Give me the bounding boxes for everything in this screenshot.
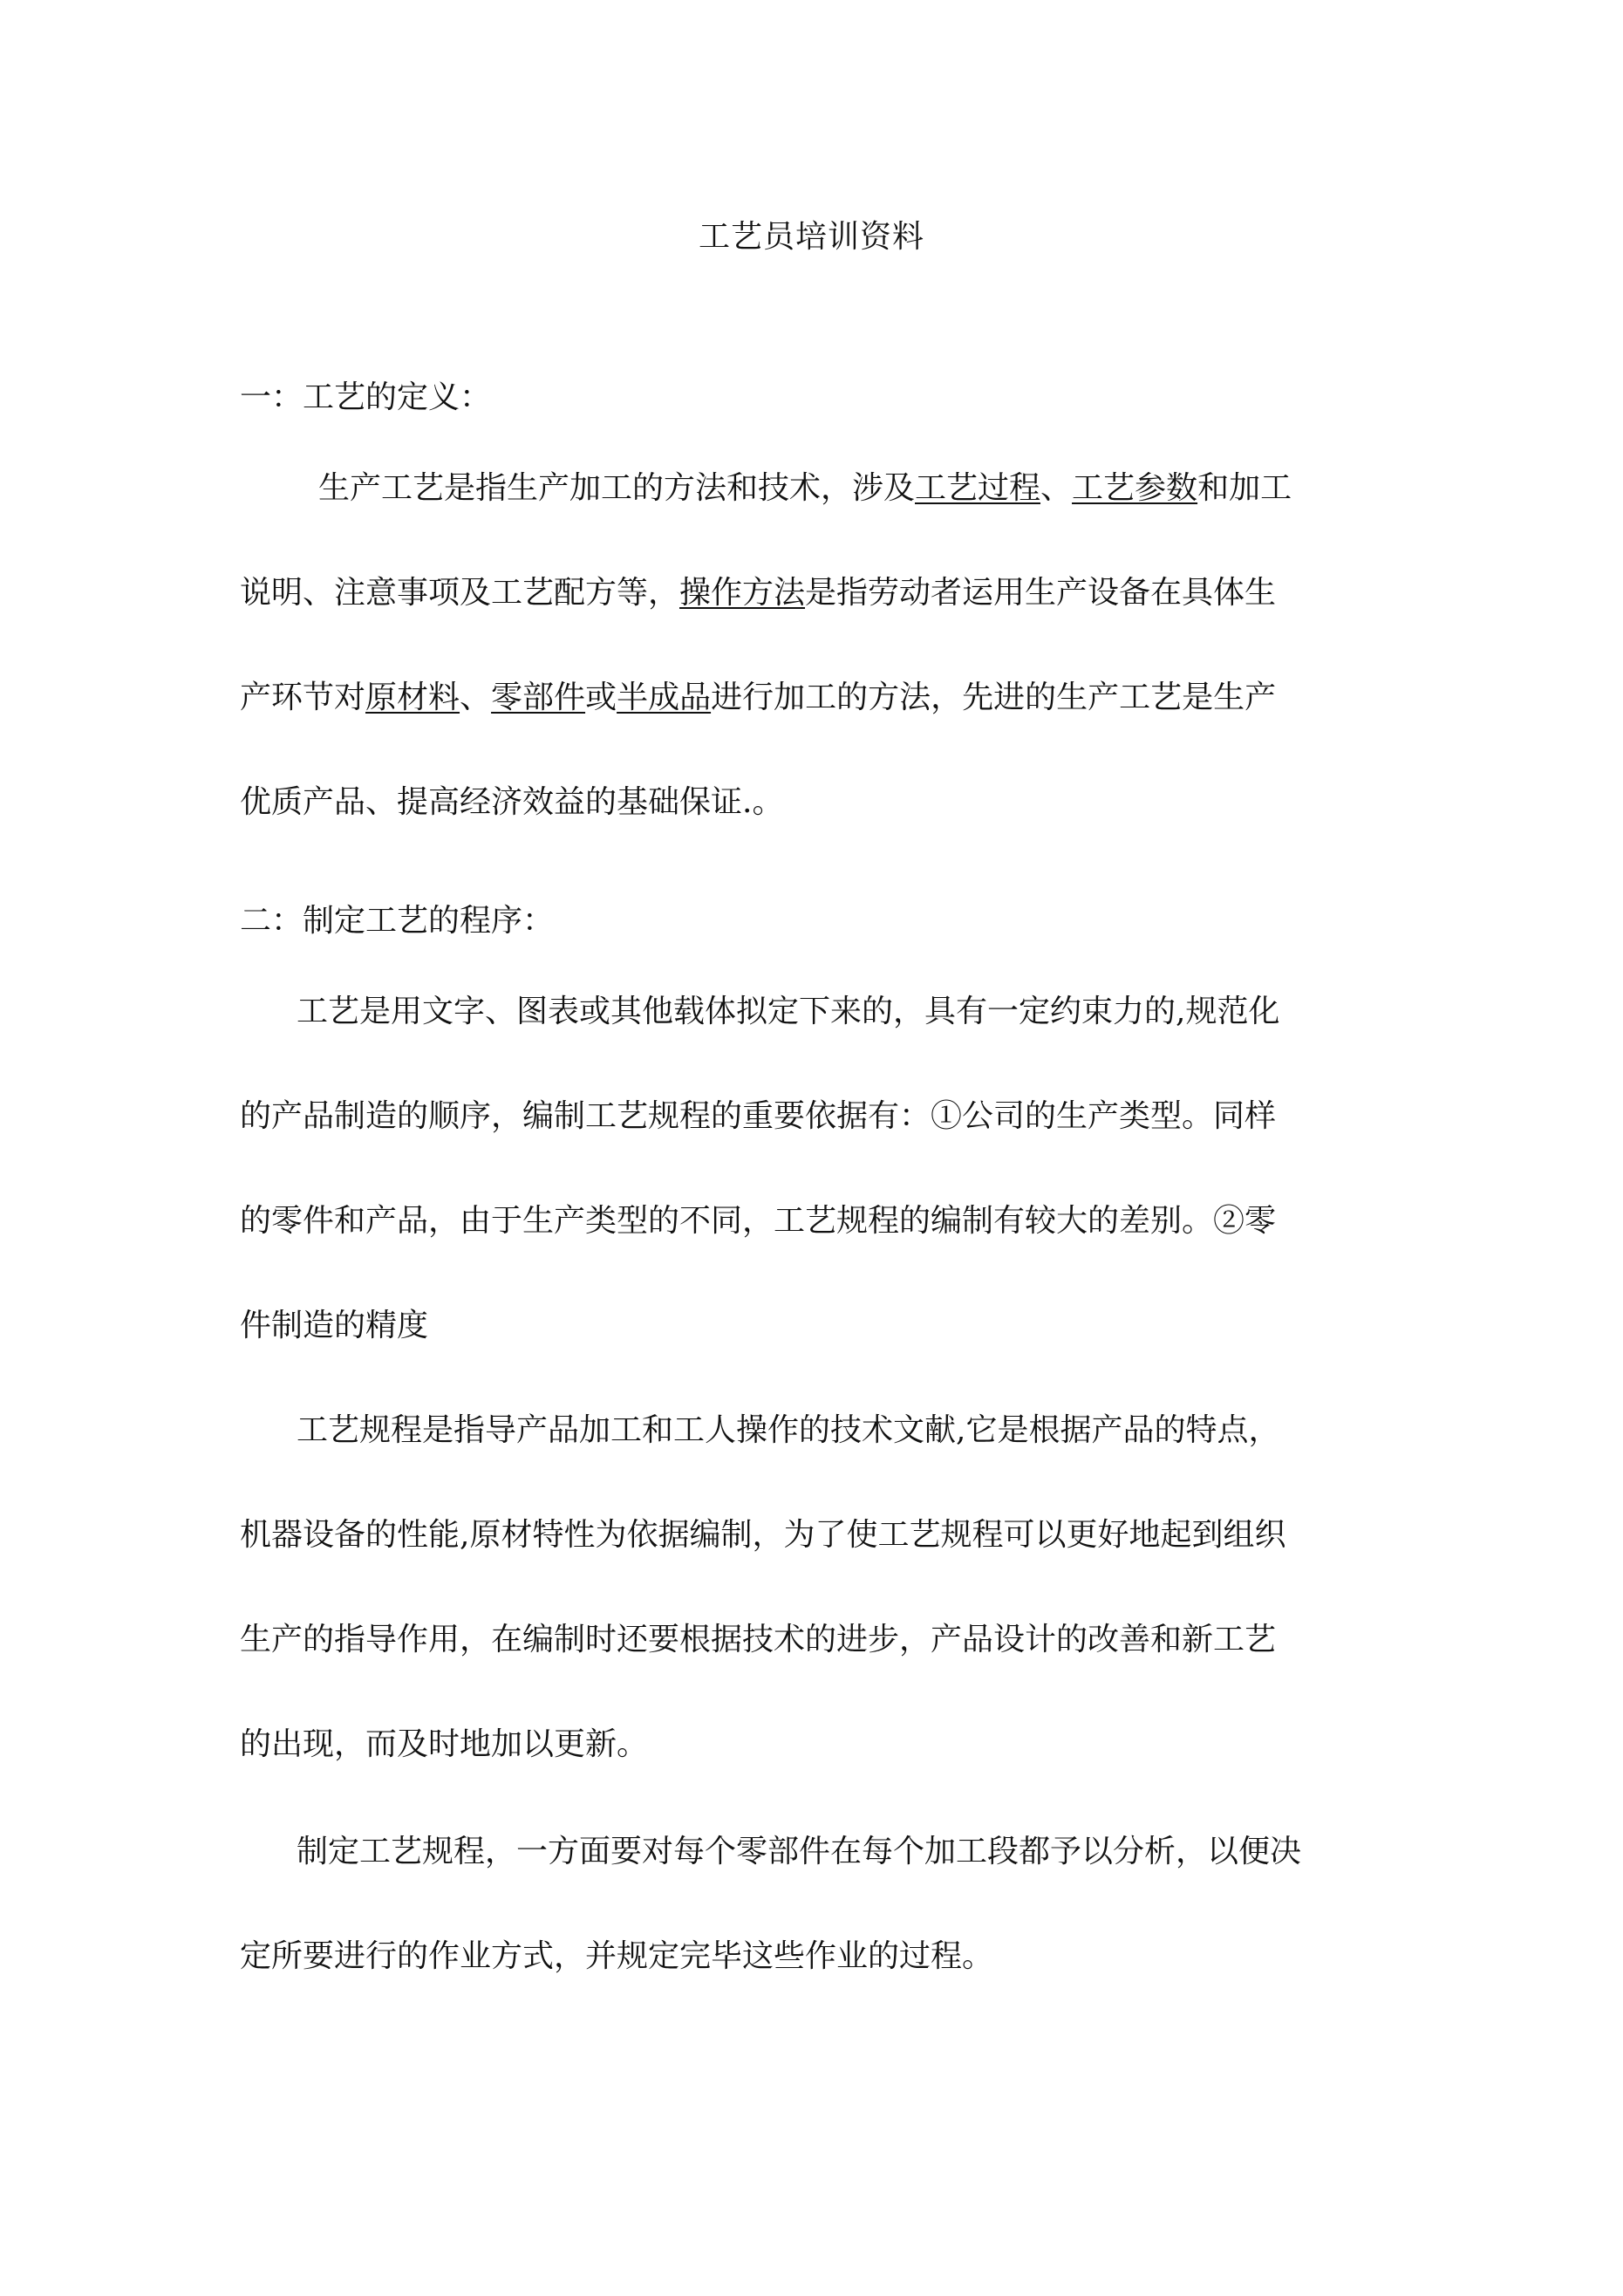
- section-1-paragraph: [240, 436, 1400, 855]
- link-parts: 零部件: [491, 680, 586, 715]
- link-process: 工艺过程: [915, 470, 1041, 506]
- link-raw-material: 原材料: [365, 680, 460, 715]
- paragraph-line: 的出现，而及时地加以更新。: [240, 1726, 649, 1762]
- paragraph-line: 工艺是用文字、图表或其他载体拟定下来的，具有一定约束力的,规范化: [297, 994, 1280, 1029]
- section-2-paragraph-2: [240, 1378, 1400, 1797]
- document-title: 工艺员培训资料: [698, 219, 924, 255]
- paragraph-line: 的产品制造的顺序，编制工艺规程的重要依据有：①公司的生产类型。同样: [240, 1098, 1277, 1134]
- paragraph-line: 优质产品、提高经济效益的基础保证.。: [240, 784, 784, 820]
- paragraph-line: 的零件和产品，由于生产类型的不同，工艺规程的编制有较大的差别。②零: [240, 1203, 1277, 1239]
- paragraph-line: 机器设备的性能,原材特性为依据编制，为了使工艺规程可以更好地起到组织: [240, 1517, 1286, 1553]
- section-2-heading: 二：制定工艺的程序：: [240, 903, 555, 939]
- paragraph-line: 定所要进行的作业方式，并规定完毕这些作业的过程。: [240, 1938, 994, 1974]
- section-2-paragraph-1: [240, 960, 1400, 1378]
- paragraph-line: 件制造的精度: [240, 1308, 429, 1343]
- link-parameters: 工艺参数: [1072, 470, 1198, 506]
- paragraph-line: 产环节对原材料、零部件或半成品进行加工的方法，先进的生产工艺是生产: [240, 680, 1277, 715]
- section-1-heading: 一：工艺的定义：: [240, 379, 492, 415]
- link-operation-method: 操作方法: [679, 575, 806, 611]
- section-2-paragraph-3: [240, 1800, 1400, 2009]
- paragraph-line: 生产工艺是指生产加工的方法和技术，涉及工艺过程、工艺参数和加工: [318, 470, 1292, 506]
- paragraph-line: 制定工艺规程，一方面要对每个零部件在每个加工段都予以分析，以便决: [297, 1834, 1302, 1869]
- paragraph-line: 生产的指导作用，在编制时还要根据技术的进步，产品设计的改善和新工艺: [240, 1622, 1277, 1657]
- link-semi-finished: 半成品: [617, 680, 712, 715]
- paragraph-line: 说明、注意事项及工艺配方等，操作方法是指劳动者运用生产设备在具体生: [240, 575, 1277, 611]
- paragraph-line: 工艺规程是指导产品加工和工人操作的技术文献,它是根据产品的特点，: [297, 1412, 1280, 1448]
